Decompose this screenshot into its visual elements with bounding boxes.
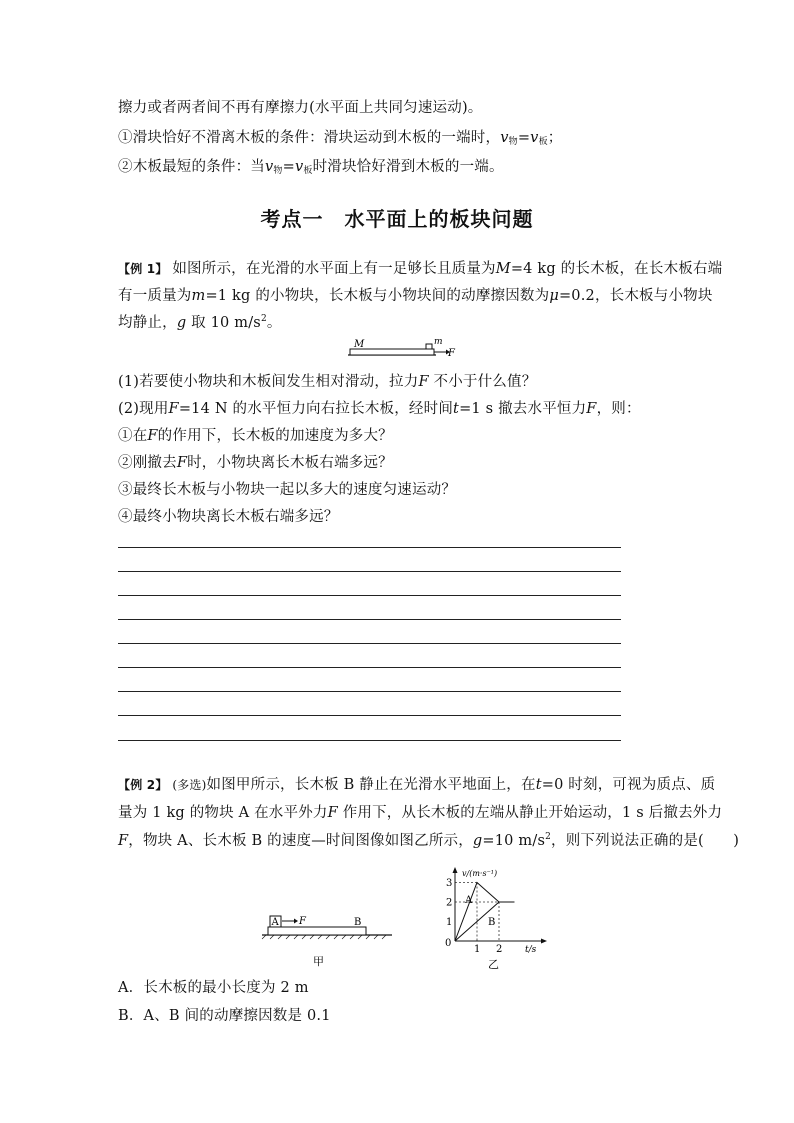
answer-line bbox=[118, 691, 621, 692]
y-tick-label: 1 bbox=[446, 917, 453, 928]
question-2: (2)现用F=14 N 的水平恒力向右拉长木板，经时间t=1 s 撤去水平恒力F，则： bbox=[118, 401, 641, 417]
subquestion-1: ①在F的作用下，长木板的加速度为多大？ bbox=[118, 428, 393, 444]
label-F: F bbox=[299, 916, 306, 927]
subquestion-4: ④最终小物块离长木板右端多远？ bbox=[118, 509, 339, 525]
caption-yi: 乙 bbox=[488, 958, 499, 971]
intro-line-1: 擦力或者两者间不再有摩擦力(水平面上共同匀速运动)。 bbox=[118, 100, 483, 116]
question-1: (1)若要使小物块和木板间发生相对滑动，拉力F 不小于什么值？ bbox=[118, 374, 537, 390]
answer-line bbox=[118, 595, 621, 596]
example2-tag: 【例 2】 bbox=[118, 778, 168, 792]
x-tick-label: 1 bbox=[474, 944, 481, 955]
y-axis-label: v/(m·s⁻¹) bbox=[462, 869, 498, 878]
answer-line bbox=[118, 715, 621, 716]
figure-yi-vt-chart bbox=[440, 866, 550, 974]
example2-line-1: 【例 2】 (多选)如图甲所示，长木板 B 静止在光滑水平地面上，在t=0 时刻，可视为质点、质 bbox=[118, 777, 716, 793]
board-B bbox=[268, 927, 366, 935]
series-label-B: B bbox=[488, 917, 496, 928]
answer-line bbox=[118, 571, 621, 572]
origin-label: 0 bbox=[445, 938, 452, 949]
x-tick-label: 2 bbox=[496, 944, 503, 955]
answer-line bbox=[118, 667, 621, 668]
example1-line-2: 有一质量为m=1 kg 的小物块，长木板与小物块间的动摩擦因数为μ=0.2，长木板与小物块 bbox=[118, 288, 713, 304]
series-label-A: A bbox=[465, 895, 473, 906]
answer-line bbox=[118, 619, 621, 620]
example2-line-2: 量为 1 kg 的物块 A 在水平外力F 作用下，从长木板的左端从静止开始运动，1 s 后撤去外力 bbox=[118, 805, 723, 821]
intro-line-2: ①滑块恰好不滑离木板的条件：滑块运动到木板的一端时，$v_物=v_板$； bbox=[118, 130, 563, 147]
caption-jia: 甲 bbox=[313, 955, 324, 968]
board-block-figure bbox=[344, 338, 464, 362]
small-block bbox=[426, 344, 432, 349]
y-tick-label: 2 bbox=[446, 897, 453, 909]
section-title: 考点一 水平面上的板块问题 bbox=[260, 207, 534, 231]
label-M: M bbox=[354, 339, 365, 350]
figure-jia bbox=[258, 905, 398, 969]
answer-line bbox=[118, 547, 621, 548]
intro-line-3: ②木板最短的条件：当$v_物=v_板$时滑块恰好滑到木板的一端。 bbox=[118, 159, 504, 176]
answer-line bbox=[118, 643, 621, 644]
label-A: A bbox=[271, 917, 279, 928]
option-A: A．长木板的最小长度为 2 m bbox=[118, 980, 309, 996]
example1-tag: 【例 1】 bbox=[118, 262, 168, 276]
answer-line bbox=[118, 740, 621, 741]
example1-line-1: 【例 1】 如图所示，在光滑的水平面上有一足够长且质量为M=4 kg 的长木板，在长木板右端 bbox=[118, 261, 723, 277]
label-F: F bbox=[448, 348, 455, 359]
series-line-B bbox=[455, 902, 514, 941]
example1-line-3: 均静止，g 取 10 $m/s^2$。 bbox=[118, 314, 282, 331]
example2-line-3: F，物块 A、长木板 B 的速度—时间图像如图乙所示，g=10 $m/s^2$，则下列说法正确的是( ) bbox=[118, 832, 740, 849]
option-B: B．A、B 间的动摩擦因数是 0.1 bbox=[118, 1008, 331, 1024]
series-line-A bbox=[455, 883, 514, 942]
label-m: m bbox=[434, 338, 443, 347]
subquestion-2: ②刚撤去F时，小物块离长木板右端多远？ bbox=[118, 455, 393, 471]
y-tick-label: 3 bbox=[446, 878, 453, 889]
x-axis-label: t/s bbox=[525, 945, 537, 955]
subquestion-3: ③最终长木板与小物块一起以多大的速度匀速运动？ bbox=[118, 482, 457, 498]
label-B: B bbox=[354, 917, 362, 928]
